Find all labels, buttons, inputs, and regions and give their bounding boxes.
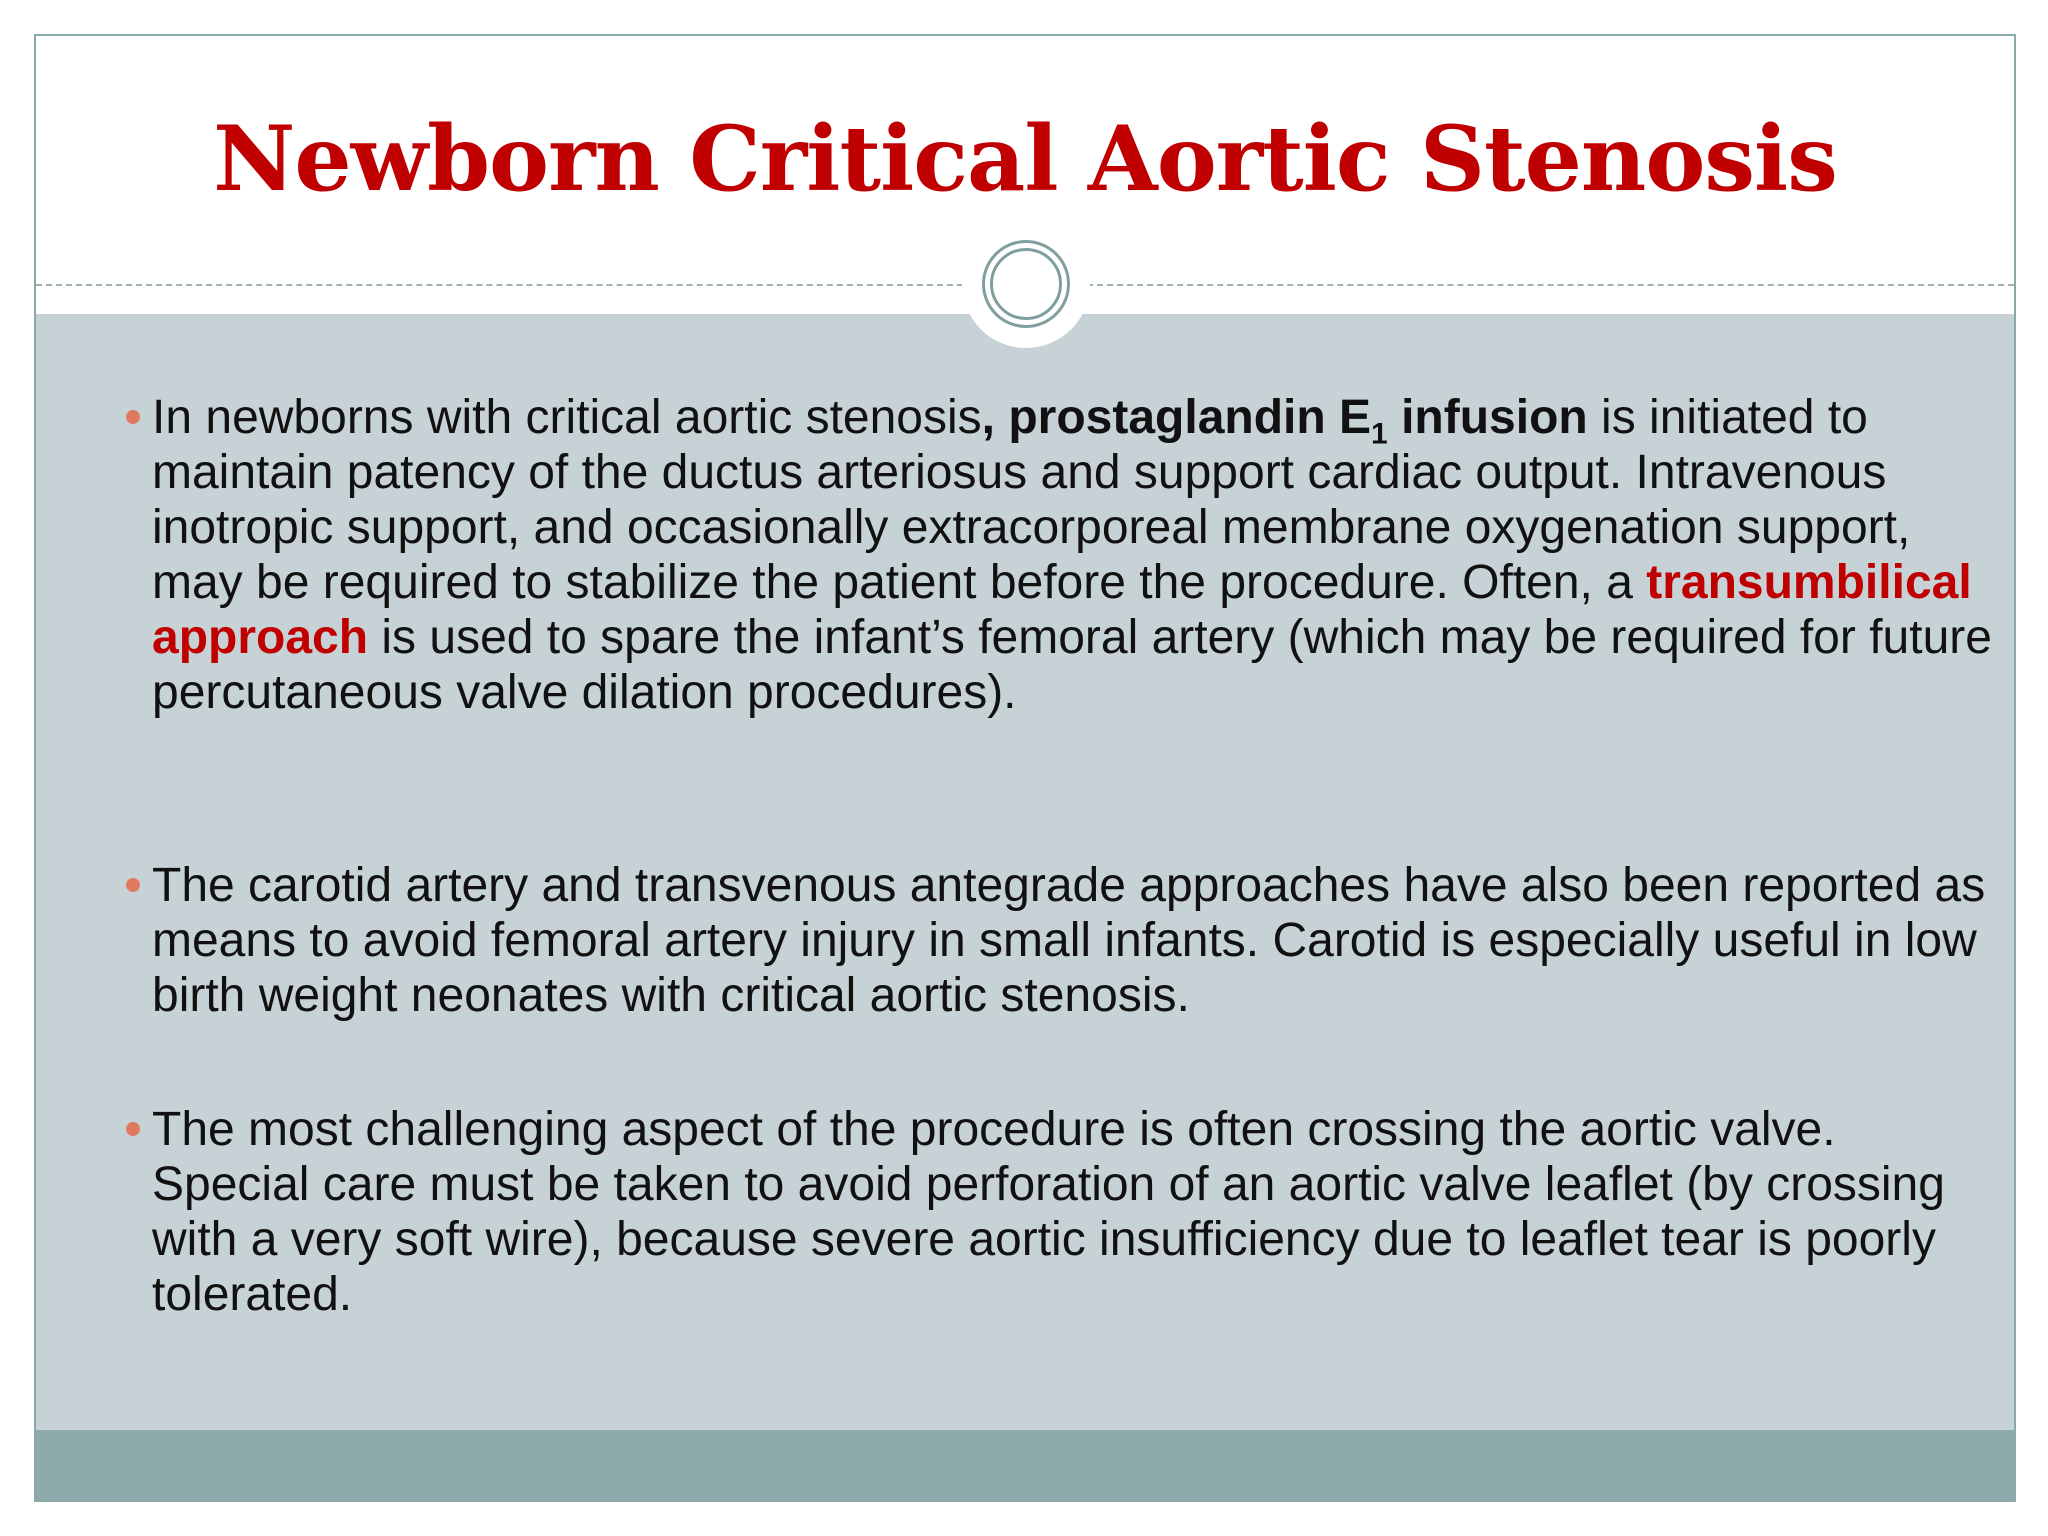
bullet-emphasis-text: , prostaglandin E: [981, 391, 1372, 444]
bullet-item-carotid: [152, 858, 1992, 1023]
slide-title: Newborn Critical Aortic Stenosis: [213, 106, 1837, 212]
bullet-emphasis-text: infusion: [1387, 391, 1588, 444]
bullet-text-part: is used to spare the infant’s femoral artery (which may be required for future percutaneous valve dilation procedures).: [152, 611, 1992, 719]
content-area: [36, 314, 2014, 1468]
bullet-text-part: In newborns with critical aortic stenosis: [152, 391, 982, 444]
bullet-item-prostaglandin: [152, 390, 1992, 720]
bullet-item-crossing-valve: [152, 1102, 1992, 1322]
bullet-dot-icon: [126, 1122, 140, 1136]
ornament-outer-ring: [982, 240, 1070, 328]
subscript-one: 1: [1371, 417, 1388, 451]
slide: [34, 34, 2016, 1502]
bullet-text-part: is initiated to maintain patency of the ductus arteriosus and support cardiac output. Intravenous inotropic support, and occasionally extracorporeal membrane oxygenation support, may be required to stabilize the patient before the procedure. Often, a: [152, 391, 1911, 609]
double-ring-circle-icon: [962, 220, 1090, 348]
bullet-text: The most challenging aspect of the procedure is often crossing the aortic valve. Special care must be taken to avoid perforation of an aortic valve leaflet (by crossing with a very soft wire), because severe aortic insufficiency due to leaflet tear is poorly tolerated.: [152, 1103, 1945, 1321]
bullet-emphasis-prostaglandin: [981, 391, 1588, 451]
footer-band: [36, 1430, 2014, 1500]
ornament-inner-ring: [990, 248, 1062, 320]
bullet-text: The carotid artery and transvenous antegrade approaches have also been reported as means to avoid femoral artery injury in small infants. Carotid is especially useful in low birth weight neonates with critical aortic stenosis.: [152, 859, 1986, 1022]
bullet-highlight-transumbilical: transumbilical approach: [152, 556, 1972, 664]
bullet-dot-icon: [126, 410, 140, 424]
bullet-dot-icon: [126, 878, 140, 892]
